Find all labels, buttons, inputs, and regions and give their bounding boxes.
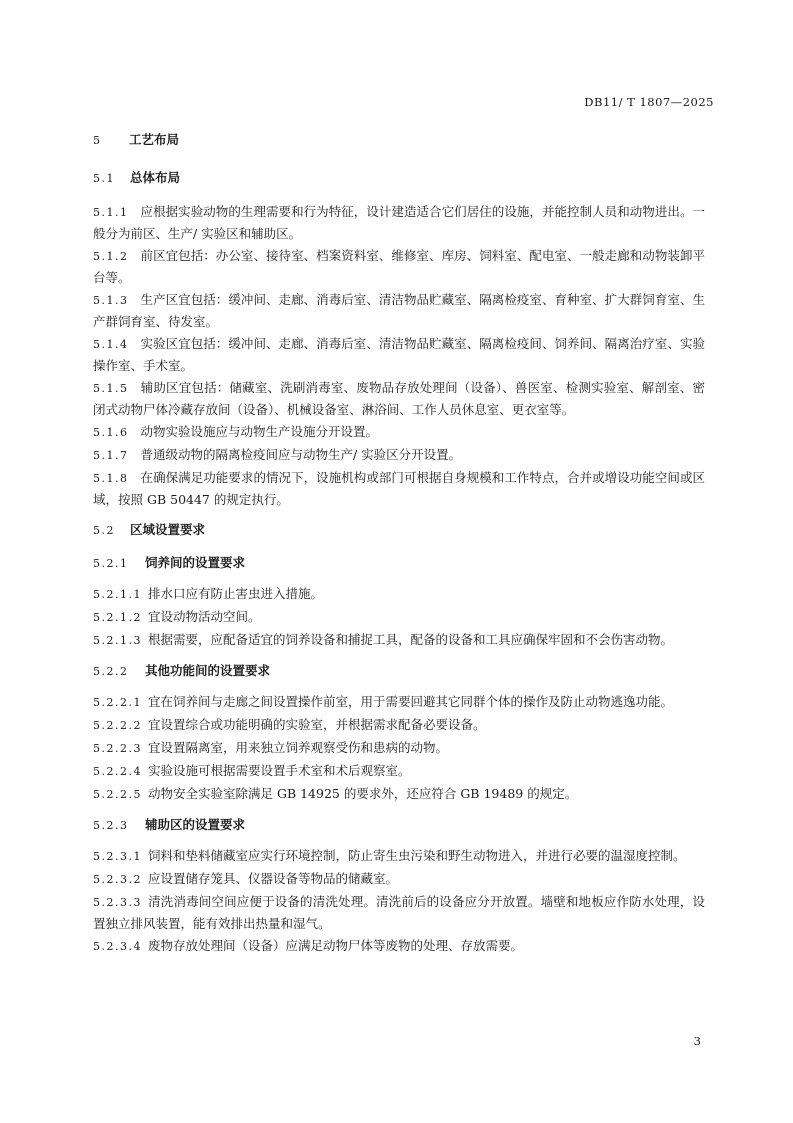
standard-code: DB11/ T 1807—2025: [584, 95, 714, 109]
clause-5-2-2-4: [93, 760, 705, 782]
clause-text: 饲料和垫料储藏室应实行环境控制，防止寄生虫污染和野生动物进入，并进行必要的温湿度控制。: [147, 848, 686, 863]
section-number: 5.1: [93, 172, 115, 185]
clause-text: 应设置储存笼具、仪器设备等物品的储藏室。: [147, 871, 398, 886]
clause-5-1-5: [93, 377, 705, 420]
clause-text: 实验设施可根据需要设置手术室和术后观察室。: [147, 763, 411, 778]
clause-text: 废物存放处理间（设备）应满足动物尸体等废物的处理、存放需要。: [147, 938, 523, 953]
clause-5-1-4: [93, 333, 705, 376]
clause-number: 5.2.2.2: [93, 719, 142, 732]
clause-5-1-8: [93, 467, 705, 510]
clause-number: 5.2.2.1: [93, 696, 142, 709]
page-number: 3: [693, 1034, 701, 1048]
clause-5-2-3-2: [93, 868, 705, 890]
section-heading-5-2-2: [93, 661, 705, 682]
clause-text: 宜设置综合或功能明确的实验室，并根据需求配备必要设备。: [147, 717, 486, 732]
clause-text: 排水口应有防止害虫进入措施。: [147, 586, 323, 601]
clause-5-1-2: [93, 245, 705, 288]
clause-text: 在确保满足功能要求的情况下，设施机构或部门可根据自身规模和工作特点，合并或增设功能空间或区域，按照 GB 50447 的规定执行。: [93, 470, 705, 507]
section-heading-5-2: [93, 520, 705, 541]
clause-number: 5.1.4: [93, 338, 129, 351]
clause-5-1-7: [93, 444, 705, 466]
clause-5-2-1-1: [93, 583, 705, 605]
document-body: [93, 130, 705, 958]
clause-number: 5.2.3.3: [93, 896, 142, 909]
section-number: 5.2: [93, 524, 115, 537]
clause-5-1-1: [93, 201, 705, 244]
clause-text: 应根据实验动物的生理需要和行为特征，设计建造适合它们居住的设施，并能控制人员和动物进出。一般分为前区、生产/ 实验区和辅助区。: [93, 204, 705, 241]
clause-5-1-3: [93, 289, 705, 332]
clause-number: 5.2.3.4: [93, 940, 142, 953]
clause-number: 5.1.5: [93, 382, 129, 395]
clause-text: 辅助区宜包括：储藏室、洗刷消毒室、废物品存放处理间（设备）、兽医室、检测实验室、解剖室、密闭式动物尸体冷藏存放间（设备）、机械设备室、淋浴间、工作人员休息室、更衣室等。: [93, 380, 705, 417]
clause-number: 5.2.1.2: [93, 611, 142, 624]
section-title: 总体布局: [130, 170, 181, 185]
clause-5-2-3-3: [93, 891, 705, 934]
clause-number: 5.2.3.2: [93, 873, 142, 886]
clause-text: 宜设置隔离室，用来独立饲养观察受伤和患病的动物。: [147, 740, 448, 755]
section-heading-5-2-1: [93, 553, 705, 574]
clause-number: 5.1.7: [93, 449, 129, 462]
clause-5-2-1-3: [93, 629, 705, 651]
clause-5-2-3-4: [93, 935, 705, 957]
clause-5-2-2-3: [93, 737, 705, 759]
clause-5-2-3-1: [93, 845, 705, 867]
clause-text: 根据需要，应配备适宜的饲养设备和捕捉工具，配备的设备和工具应确保牢固和不会伤害动物。: [147, 632, 673, 647]
section-title: 辅助区的设置要求: [145, 817, 246, 832]
clause-5-1-6: [93, 421, 705, 443]
clause-number: 5.2.1.1: [93, 588, 142, 601]
clause-5-2-1-2: [93, 606, 705, 628]
section-heading-5-1: [93, 168, 705, 189]
clause-text: 普通级动物的隔离检疫间应与动物生产/ 实验区分开设置。: [140, 447, 462, 462]
clause-number: 5.2.3.1: [93, 850, 142, 863]
clause-number: 5.1.1: [93, 206, 129, 219]
clause-number: 5.2.2.5: [93, 788, 142, 801]
section-title: 其他功能间的设置要求: [145, 663, 271, 678]
clause-5-2-2-1: [93, 691, 705, 713]
clause-number: 5.1.3: [93, 294, 129, 307]
section-title: 工艺布局: [129, 132, 180, 147]
clause-text: 宜设动物活动空间。: [147, 609, 261, 624]
clause-text: 实验区宜包括：缓冲间、走廊、消毒后室、清洁物品贮藏室、隔离检疫间、饲养间、隔离治疗室、实验操作室、手术室。: [93, 336, 705, 373]
clause-text: 清洗消毒间空间应便于设备的清洗处理。清洗前后的设备应分开放置。墙壁和地板应作防水处理，设置独立排风装置，能有效排出热量和湿气。: [93, 894, 705, 931]
clause-number: 5.1.6: [93, 426, 129, 439]
section-number: 5.2.2: [93, 665, 129, 678]
section-title: 饲养间的设置要求: [145, 555, 246, 570]
clause-number: 5.2.2.3: [93, 742, 142, 755]
clause-5-2-2-5: [93, 783, 705, 805]
clause-text: 生产区宜包括：缓冲间、走廊、消毒后室、清洁物品贮藏室、隔离检疫室、育种室、扩大群饲育室、生产群饲育室、待发室。: [93, 292, 705, 329]
clause-number: 5.2.1.3: [93, 634, 142, 647]
clause-text: 动物安全实验室除满足 GB 14925 的要求外，还应符合 GB 19489 的规定。: [147, 786, 578, 801]
clause-text: 动物实验设施应与动物生产设施分开设置。: [140, 424, 379, 439]
clause-number: 5.2.2.4: [93, 765, 142, 778]
clause-text: 前区宜包括：办公室、接待室、档案资料室、维修室、库房、饲料室、配电室、一般走廊和动物装卸平台等。: [93, 248, 705, 285]
section-number: 5.2.1: [93, 557, 129, 570]
section-number: 5: [93, 134, 102, 147]
clause-5-2-2-2: [93, 714, 705, 736]
section-title: 区域设置要求: [130, 522, 206, 537]
clause-text: 宜在饲养间与走廊之间设置操作前室，用于需要回避其它同群个体的操作及防止动物逃逸功能。: [147, 694, 673, 709]
section-heading-5-2-3: [93, 815, 705, 836]
section-heading-5: [93, 130, 705, 151]
section-number: 5.2.3: [93, 819, 129, 832]
clause-number: 5.1.2: [93, 250, 129, 263]
clause-number: 5.1.8: [93, 472, 129, 485]
